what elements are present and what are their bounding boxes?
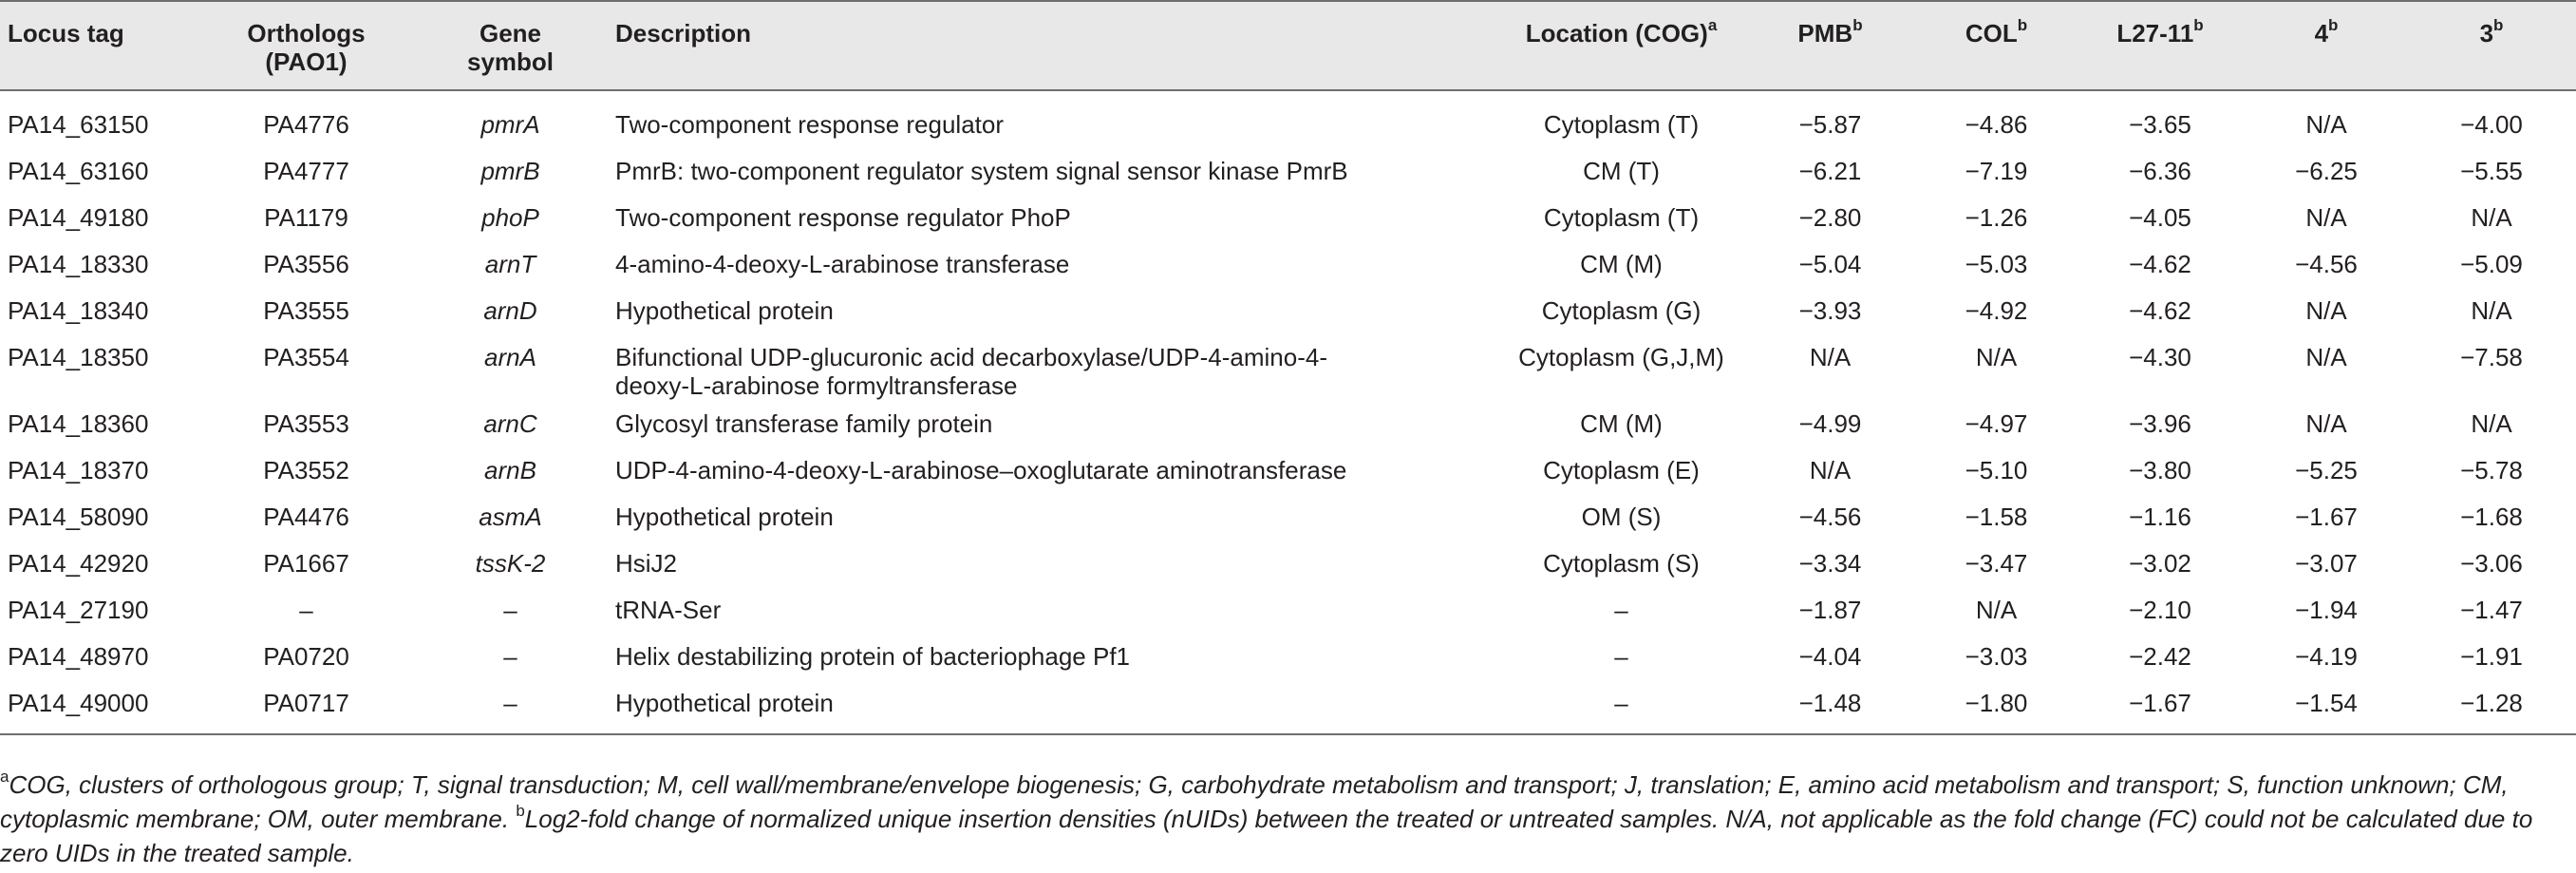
description-text: Two-component response regulator PhoP <box>615 203 1071 232</box>
fold-4-cell: N/A <box>2305 409 2347 438</box>
header-4 <box>2246 1 2407 90</box>
description-cell <box>608 494 1500 541</box>
table-row <box>0 90 2576 148</box>
col-cell: −1.58 <box>1965 503 2028 531</box>
header-label: PMB <box>1797 19 1853 47</box>
table-row <box>0 447 2576 494</box>
fold-4-cell: N/A <box>2305 203 2347 232</box>
locus-tag-cell: PA14_18340 <box>8 296 149 325</box>
location-cell: – <box>1614 596 1628 624</box>
col-cell: −1.26 <box>1965 203 2028 232</box>
gene-symbol-cell: arnB <box>484 456 536 484</box>
locus-tag-cell: PA14_18360 <box>8 409 149 438</box>
locus-tag-cell: PA14_48970 <box>8 642 149 671</box>
fold-4-cell: −1.67 <box>2295 503 2358 531</box>
fold-3-cell: −1.47 <box>2460 596 2523 624</box>
table-row <box>0 334 2576 401</box>
ortholog-cell: PA1667 <box>263 549 349 578</box>
header-label: 4 <box>2314 19 2329 47</box>
header-gene-symbol <box>413 1 608 90</box>
locus-tag-cell: PA14_18350 <box>8 343 149 371</box>
description-cell <box>608 334 1500 401</box>
header-footnote-mark: b <box>1852 16 1863 35</box>
header-footnote-mark: b <box>2017 16 2028 35</box>
gene-symbol-cell: – <box>503 596 517 624</box>
col-cell: −5.10 <box>1965 456 2028 484</box>
description-text: Hypothetical protein <box>615 503 834 531</box>
fold-3-cell: −5.78 <box>2460 456 2523 484</box>
l27-11-cell: −3.02 <box>2129 549 2191 578</box>
gene-symbol-cell: arnT <box>484 250 536 278</box>
table-row <box>0 241 2576 288</box>
fold-3-cell: −5.55 <box>2460 157 2523 185</box>
locus-tag-cell: PA14_18330 <box>8 250 149 278</box>
header-label: Locus tag <box>8 19 124 47</box>
col-cell: N/A <box>1975 343 2018 371</box>
l27-11-cell: −2.42 <box>2129 642 2191 671</box>
gene-symbol-cell: pmrB <box>480 157 540 185</box>
description-cell <box>608 447 1500 494</box>
col-cell: N/A <box>1975 596 2018 624</box>
description-cell <box>608 541 1500 587</box>
locus-tag-cell: PA14_18370 <box>8 456 149 484</box>
header-label: Location (COG) <box>1525 19 1708 47</box>
gene-symbol-cell: arnD <box>483 296 537 325</box>
description-cell <box>608 90 1500 148</box>
header-footnote-mark: b <box>2328 16 2339 35</box>
location-cell: Cytoplasm (S) <box>1543 549 1700 578</box>
header-3 <box>2407 1 2576 90</box>
description-text: HsiJ2 <box>615 549 678 578</box>
l27-11-cell: −3.96 <box>2129 409 2191 438</box>
gene-symbol-cell: – <box>413 680 608 734</box>
l27-11-cell: −4.05 <box>2129 203 2191 232</box>
ortholog-cell: PA3556 <box>263 250 349 278</box>
fold-4-cell: N/A <box>2305 296 2347 325</box>
pmb-cell: −3.34 <box>1798 549 1862 578</box>
fold-3-cell: N/A <box>2471 203 2512 232</box>
description-cell <box>608 241 1500 288</box>
fold-4-cell: −3.07 <box>2295 549 2358 578</box>
description-cell <box>608 401 1500 447</box>
header-pmb <box>1742 1 1918 90</box>
footnote-a-mark: a <box>0 768 9 787</box>
location-cell: CM (M) <box>1580 409 1663 438</box>
ortholog-cell: PA4777 <box>263 157 349 185</box>
fold-3-cell: −1.68 <box>2460 503 2523 531</box>
pmb-cell: −4.99 <box>1798 409 1862 438</box>
fold-4-cell: −5.25 <box>2295 456 2358 484</box>
location-cell: Cytoplasm (G) <box>1541 296 1702 325</box>
location-cell: Cytoplasm (E) <box>1543 456 1700 484</box>
table-header <box>0 1 2576 90</box>
description-text: 4-amino-4-deoxy-L-arabinose transferase <box>615 250 1070 278</box>
ortholog-cell: PA3553 <box>263 409 349 438</box>
gene-symbol-cell: arnC <box>483 409 537 438</box>
locus-tag-cell: PA14_27190 <box>8 596 149 624</box>
pmb-cell: −5.87 <box>1798 110 1862 139</box>
header-footnote-mark: b <box>2493 16 2504 35</box>
description-cell <box>608 587 1500 634</box>
header-label: Description <box>615 19 752 47</box>
gene-symbol-cell: – <box>503 642 517 671</box>
footnote-b-mark: b <box>516 802 525 821</box>
location-cell: CM (T) <box>1583 157 1660 185</box>
description-text: Bifunctional UDP-glucuronic acid decarboxylase/UDP-4-amino-4-deoxy-L-arabinose formyltransferase <box>615 343 1327 400</box>
footnote <box>0 768 2564 870</box>
description-text: Hypothetical protein <box>615 689 834 717</box>
col-cell: −7.19 <box>1965 157 2028 185</box>
pmb-cell: −4.04 <box>1798 642 1862 671</box>
pmb-cell: −2.80 <box>1798 203 1862 232</box>
location-cell: Cytoplasm (G,J,M) <box>1518 343 1724 371</box>
col-cell: −5.03 <box>1965 250 2028 278</box>
locus-tag-cell: PA14_63160 <box>8 157 149 185</box>
col-cell: −1.80 <box>1918 680 2075 734</box>
fold-3-cell: −4.00 <box>2460 110 2523 139</box>
l27-11-cell: −4.62 <box>2129 250 2191 278</box>
l27-11-cell: −4.30 <box>2129 343 2191 371</box>
description-cell <box>608 680 1500 734</box>
locus-tag-cell: PA14_63150 <box>8 110 149 139</box>
locus-tag-cell: PA14_49000 <box>0 680 199 734</box>
l27-11-cell: −3.80 <box>2129 456 2191 484</box>
description-text: UDP-4-amino-4-deoxy-L-arabinose–oxoglutarate aminotransferase <box>615 456 1347 484</box>
ortholog-cell: PA4776 <box>263 110 349 139</box>
locus-tag-cell: PA14_49180 <box>8 203 149 232</box>
header-l27-11 <box>2075 1 2246 90</box>
header-col <box>1918 1 2075 90</box>
fold-4-cell: −6.25 <box>2295 157 2358 185</box>
table-row <box>0 288 2576 334</box>
fold-4-cell: N/A <box>2305 343 2347 371</box>
ortholog-cell: PA3554 <box>263 343 349 371</box>
header-orthologs <box>199 1 413 90</box>
table-row <box>0 195 2576 241</box>
header-label: Gene symbol <box>466 19 555 76</box>
gene-symbol-cell: phoP <box>481 203 539 232</box>
fold-3-cell: N/A <box>2471 409 2512 438</box>
table-row <box>0 494 2576 541</box>
fold-3-cell: −5.09 <box>2460 250 2523 278</box>
table-row <box>0 634 2576 680</box>
location-cell: Cytoplasm (T) <box>1543 110 1700 139</box>
table-row <box>0 680 2576 734</box>
description-cell <box>608 288 1500 334</box>
description-text: Helix destabilizing protein of bacteriophage Pf1 <box>615 642 1131 671</box>
header-label: Orthologs (PAO1) <box>247 19 366 76</box>
header-locus-tag <box>0 1 199 90</box>
pmb-cell: −5.04 <box>1798 250 1862 278</box>
fold-4-cell: −1.54 <box>2246 680 2407 734</box>
l27-11-cell: −4.62 <box>2129 296 2191 325</box>
l27-11-cell: −3.65 <box>2129 110 2191 139</box>
header-label: COL <box>1965 19 2018 47</box>
header-footnote-mark: a <box>1707 16 1718 35</box>
pmb-cell: N/A <box>1809 343 1852 371</box>
description-text: Glycosyl transferase family protein <box>615 409 993 438</box>
fold-3-cell: −1.28 <box>2407 680 2576 734</box>
location-cell: – <box>1500 680 1742 734</box>
fold-4-cell: N/A <box>2305 110 2347 139</box>
pmb-cell: N/A <box>1809 456 1852 484</box>
location-cell: OM (S) <box>1581 503 1662 531</box>
description-text: Hypothetical protein <box>615 296 834 325</box>
col-cell: −3.03 <box>1965 642 2028 671</box>
l27-11-cell: −1.67 <box>2075 680 2246 734</box>
col-cell: −4.92 <box>1965 296 2028 325</box>
l27-11-cell: −1.16 <box>2129 503 2191 531</box>
description-text: Two-component response regulator <box>615 110 1005 139</box>
gene-symbol-cell: tssK-2 <box>475 549 546 578</box>
col-cell: −3.47 <box>1965 549 2028 578</box>
location-cell: CM (M) <box>1580 250 1663 278</box>
footnote-a-text: COG, clusters of orthologous group; T, signal transduction; M, cell wall/membrane/envelope biogenesis; G, carbohydrate metabolism and transport; J, translation; E, amino acid metabolism and transport; S, function unknown; CM, cytoplasmic membrane; OM, outer membrane. <box>0 770 2509 833</box>
ortholog-cell: – <box>299 596 313 624</box>
description-cell <box>608 195 1500 241</box>
pmb-cell: −4.56 <box>1798 503 1862 531</box>
description-text: tRNA-Ser <box>615 596 722 624</box>
fold-3-cell: N/A <box>2471 296 2512 325</box>
gene-symbol-cell: arnA <box>484 343 536 371</box>
fold-3-cell: −1.91 <box>2460 642 2523 671</box>
header-label: L27-11 <box>2116 19 2194 47</box>
locus-tag-cell: PA14_42920 <box>8 549 149 578</box>
table-row <box>0 541 2576 587</box>
pmb-cell: −6.21 <box>1798 157 1862 185</box>
ortholog-cell: PA0720 <box>263 642 349 671</box>
table-row <box>0 587 2576 634</box>
gene-symbol-cell: asmA <box>479 503 542 531</box>
col-cell: −4.86 <box>1965 110 2028 139</box>
table-body <box>0 90 2576 734</box>
ortholog-cell: PA3555 <box>263 296 349 325</box>
description-cell <box>608 634 1500 680</box>
fold-3-cell: −3.06 <box>2460 549 2523 578</box>
table-row <box>0 401 2576 447</box>
l27-11-cell: −2.10 <box>2129 596 2191 624</box>
fold-4-cell: −1.94 <box>2295 596 2358 624</box>
header-description <box>608 1 1500 90</box>
locus-tag-cell: PA14_58090 <box>8 503 149 531</box>
fold-4-cell: −4.19 <box>2295 642 2358 671</box>
gene-symbol-cell: pmrA <box>480 110 540 139</box>
location-cell: – <box>1614 642 1628 671</box>
pmb-cell: −3.93 <box>1798 296 1862 325</box>
pmb-cell: −1.87 <box>1798 596 1862 624</box>
footnote-b-text: Log2-fold change of normalized unique insertion densities (nUIDs) between the treated or untreated samples. N/A, not applicable as the fold change (FC) could not be calculated due to zero UIDs in the treated sample. <box>0 805 2533 867</box>
ortholog-cell: PA0717 <box>199 680 413 734</box>
fold-3-cell: −7.58 <box>2460 343 2523 371</box>
col-cell: −4.97 <box>1965 409 2028 438</box>
location-cell: Cytoplasm (T) <box>1543 203 1700 232</box>
header-location <box>1500 1 1742 90</box>
fold-4-cell: −4.56 <box>2295 250 2358 278</box>
description-cell <box>608 148 1500 195</box>
header-footnote-mark: b <box>2193 16 2204 35</box>
table-row <box>0 148 2576 195</box>
header-label: 3 <box>2479 19 2494 47</box>
header-row <box>0 1 2576 90</box>
pmb-cell: −1.48 <box>1742 680 1918 734</box>
l27-11-cell: −6.36 <box>2129 157 2191 185</box>
description-text: PmrB: two-component regulator system signal sensor kinase PmrB <box>615 157 1348 185</box>
ortholog-cell: PA1179 <box>264 203 348 232</box>
ortholog-cell: PA3552 <box>263 456 349 484</box>
ortholog-cell: PA4476 <box>263 503 349 531</box>
